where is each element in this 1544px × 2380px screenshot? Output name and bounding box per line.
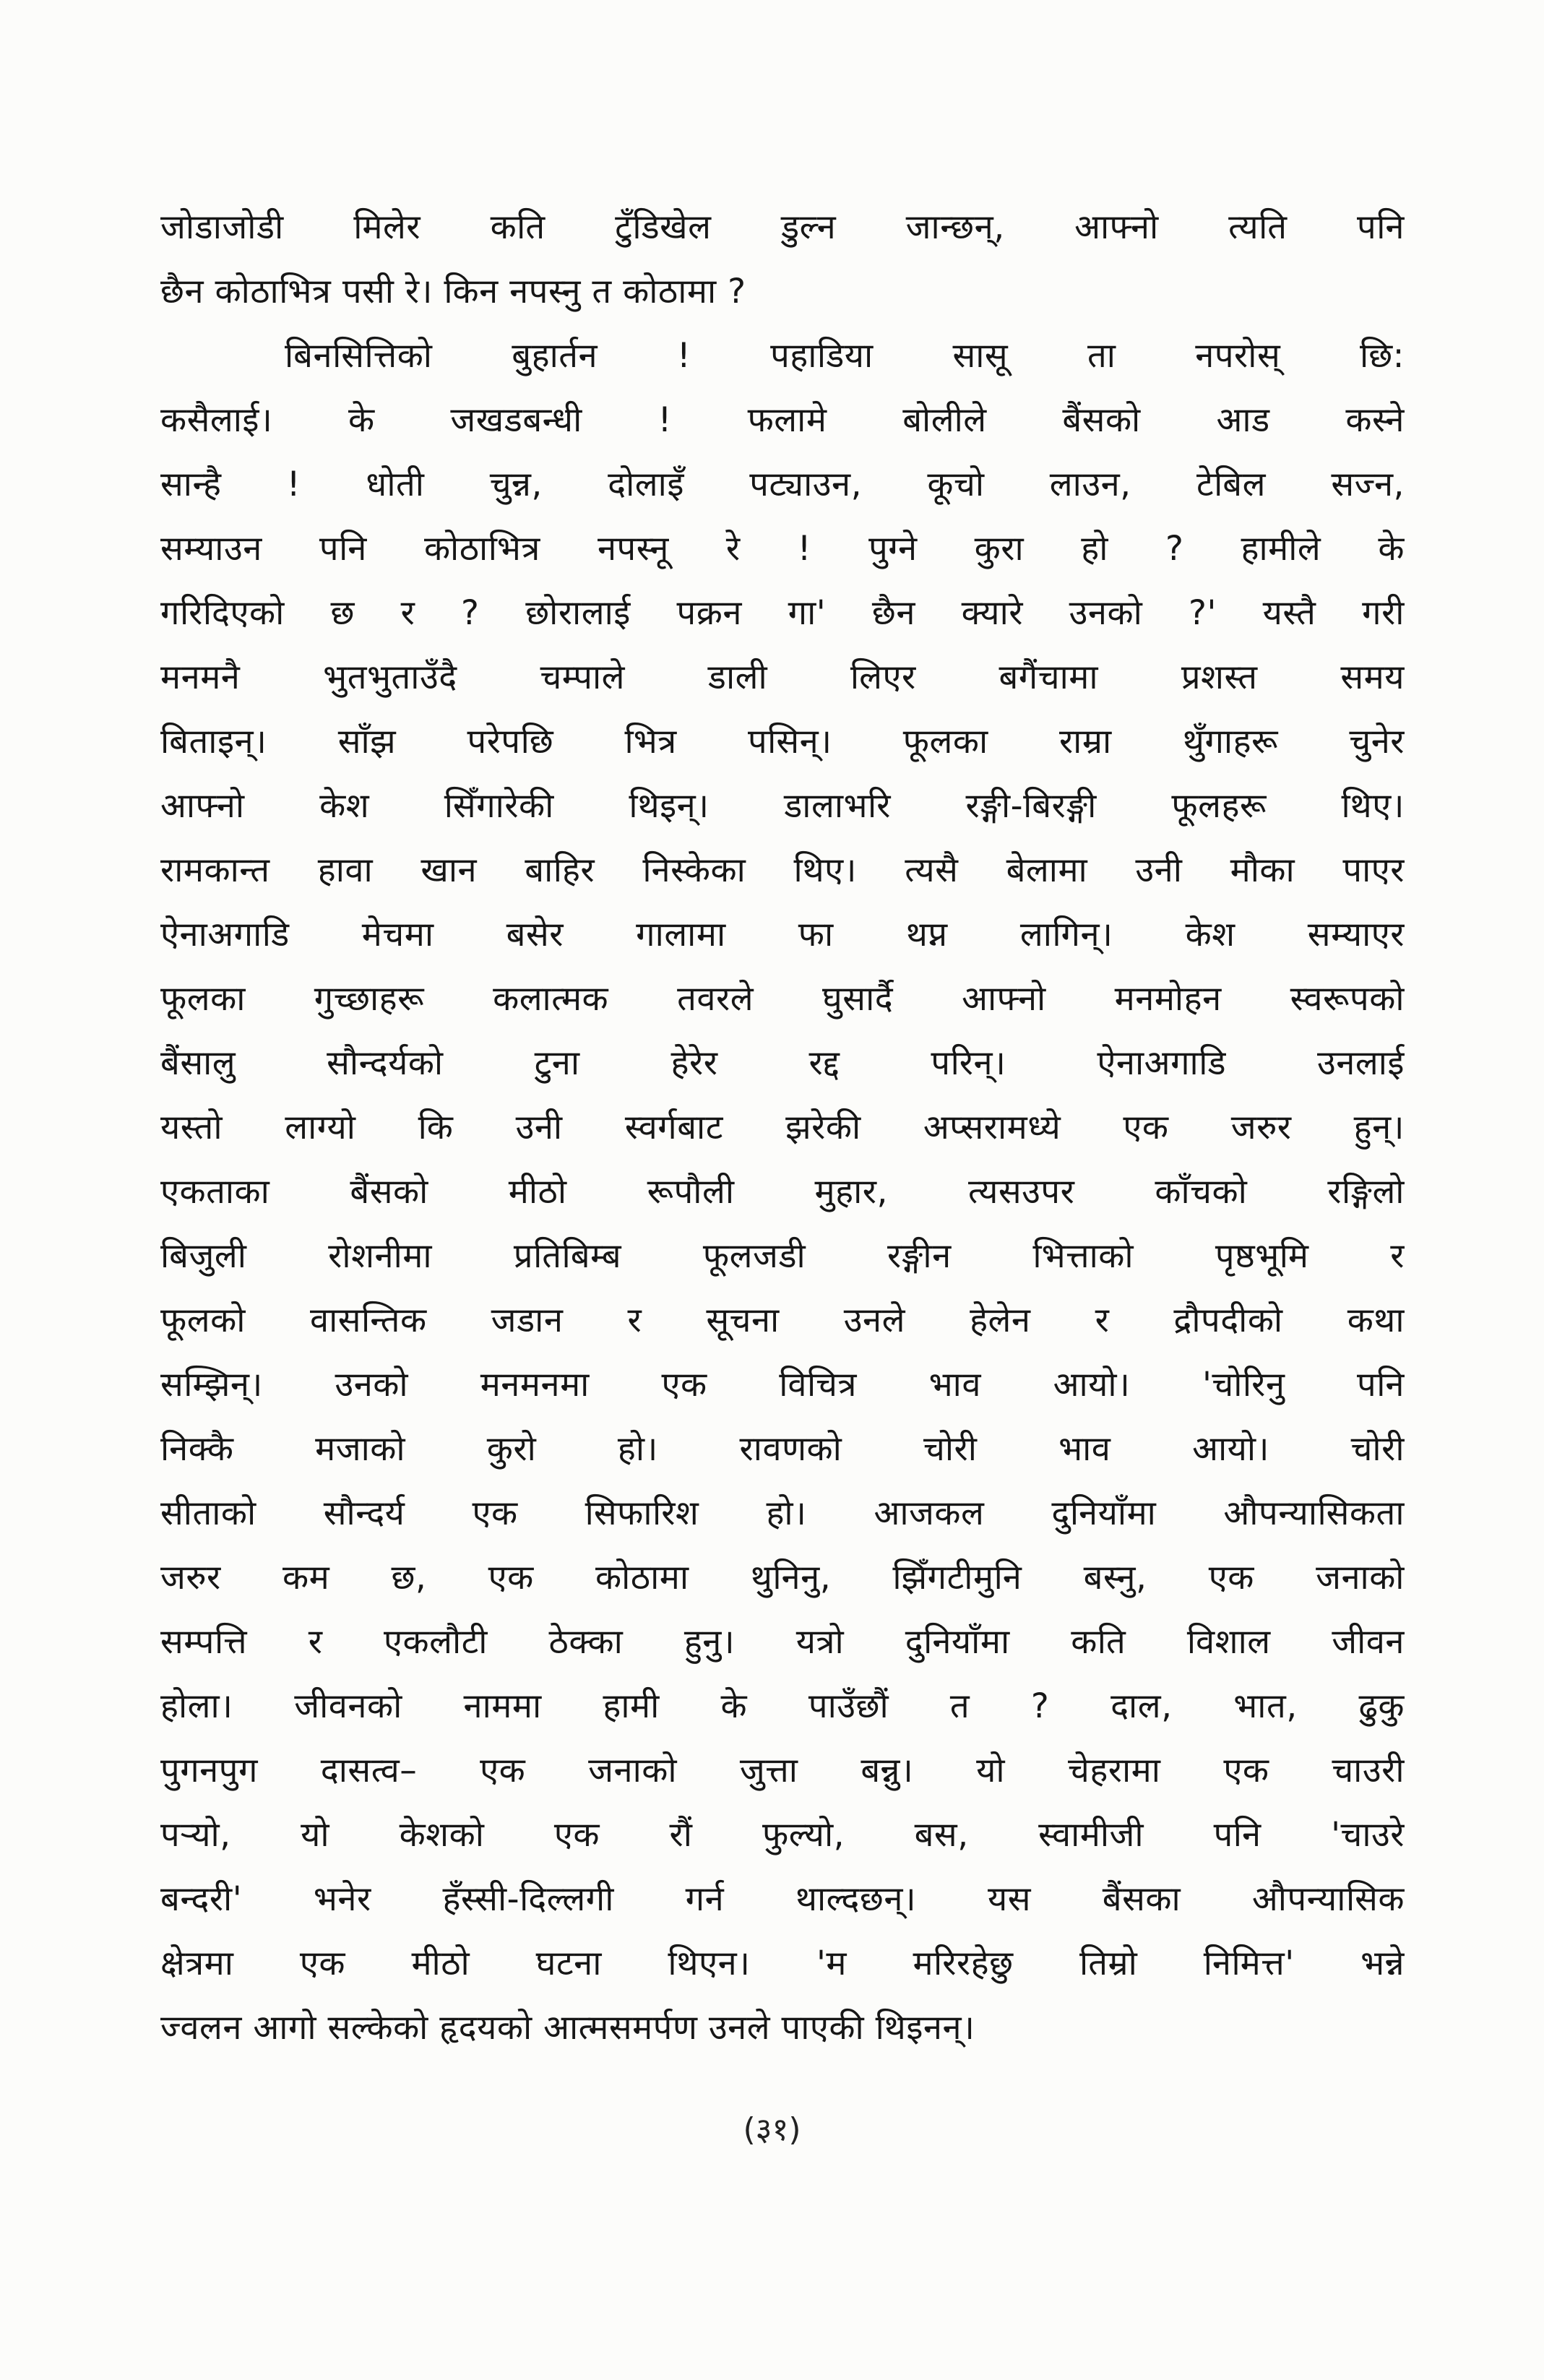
text-line: ज्वलन आगो सल्केको हृदयको आत्मसमर्पण उनले पाएकी थिइनन्। xyxy=(160,2008,975,2048)
text-line: गरिदिएको छ र ? छोरालाई पक्रन गा' छैन क्यारे उनको ?' यस्तै गरी xyxy=(160,593,1405,633)
text-line: रामकान्त हावा खान बाहिर निस्केका थिए। त्यसै बेलामा उनी मौका पाएर xyxy=(160,850,1405,890)
text-line: जरुर कम छ, एक कोठामा थुनिनु, झिँगटीमुनि बस्नु, एक जनाको xyxy=(160,1558,1405,1598)
text-line: पर्‍यो, यो केशको एक रौं फुल्यो, बस, स्वामीजी पनि 'चाउरे xyxy=(160,1815,1405,1855)
text-line: फूलको वासन्तिक जडान र सूचना उनले हेलेन र द्रौपदीको कथा xyxy=(160,1301,1405,1340)
text-line: बिताइन्। साँझ परेपछि भित्र पसिन्। फूलका राम्रा थुँगाहरू चुनेर xyxy=(160,722,1405,762)
text-line: सम्याउन पनि कोठाभित्र नपस्नू रे ! पुग्ने कुरा हो ? हामीले के xyxy=(160,529,1405,569)
text-line: बन्दरी' भनेर हँस्सी-दिल्लगी गर्न थाल्दछन्। यस बैंसका औपन्यासिक xyxy=(160,1879,1405,1919)
text-line: क्षेत्रमा एक मीठो घटना थिएन। 'म मरिरहेछु तिम्रो निमित्त' भन्ने xyxy=(160,1944,1405,1983)
text-line: आफ्नो केश सिँगारेकी थिइन्। डालाभरि रङ्गी-बिरङ्गी फूलहरू थिए। xyxy=(160,786,1405,826)
text-line: मनमनै भुतभुताउँदै चम्पाले डाली लिएर बगैंचामा प्रशस्त समय xyxy=(160,657,1405,697)
text-line: सीताको सौन्दर्य एक सिफारिश हो। आजकल दुनियाँमा औपन्यासिकता xyxy=(160,1493,1405,1533)
text-line: बैंसालु सौन्दर्यको टुना हेरेर रद्द परिन्। ऐनाअगाडि उनलाई xyxy=(160,1043,1405,1083)
text-line: ऐनाअगाडि मेचमा बसेर गालामा फा थप्न लागिन्। केश सम्याएर xyxy=(160,915,1405,954)
text-line: छैन कोठाभित्र पसी रे। किन नपस्नु त कोठामा ? xyxy=(160,272,746,311)
text-line: फूलका गुच्छाहरू कलात्मक तवरले घुसार्दै आफ्नो मनमोहन स्वरूपको xyxy=(160,979,1405,1019)
text-line: बिनसित्तिको बुहार्तन ! पहाडिया सासू ता नपरोस् छि: xyxy=(285,336,1405,376)
text-line: पुगनपुग दासत्व– एक जनाको जुत्ता बन्नु। यो चेहरामा एक चाउरी xyxy=(160,1751,1405,1790)
text-line: एकताका बैंसको मीठो रूपौली मुहार, त्यसउपर काँचको रङ्गिलो xyxy=(160,1172,1405,1212)
text-line: होला। जीवनको नाममा हामी के पाउँछौं त ? दाल, भात, ढुकु xyxy=(160,1686,1405,1726)
body-text xyxy=(160,195,1405,2060)
text-line: सम्पत्ति र एकलौटी ठेक्का हुनु। यत्रो दुनियाँमा कति विशाल जीवन xyxy=(160,1622,1405,1662)
text-line: जोडाजोडी मिलेर कति टुँडिखेल डुल्न जान्छन्, आफ्नो त्यति पनि xyxy=(160,207,1405,247)
page-number: (३१) xyxy=(743,2111,801,2148)
text-line: कसैलाई। के जखडबन्धी ! फलामे बोलीले बैंसको आड कस्ने xyxy=(160,400,1405,440)
text-line: यस्तो लाग्यो कि उनी स्वर्गबाट झरेकी अप्सरामध्ये एक जरुर हुन्। xyxy=(160,1108,1405,1147)
text-line: सान्है ! धोती चुन्न, दोलाइँ पट्याउन, कूचो लाउन, टेबिल सज्न, xyxy=(160,465,1405,504)
text-line: निक्कै मजाको कुरो हो। रावणको चोरी भाव आयो। चोरी xyxy=(160,1429,1405,1469)
text-line: बिजुली रोशनीमा प्रतिबिम्ब फूलजडी रङ्गीन भित्ताको पृष्ठभूमि र xyxy=(160,1236,1405,1276)
text-line: सम्झिन्। उनको मनमनमा एक विचित्र भाव आयो। 'चोरिनु पनि xyxy=(160,1365,1405,1405)
